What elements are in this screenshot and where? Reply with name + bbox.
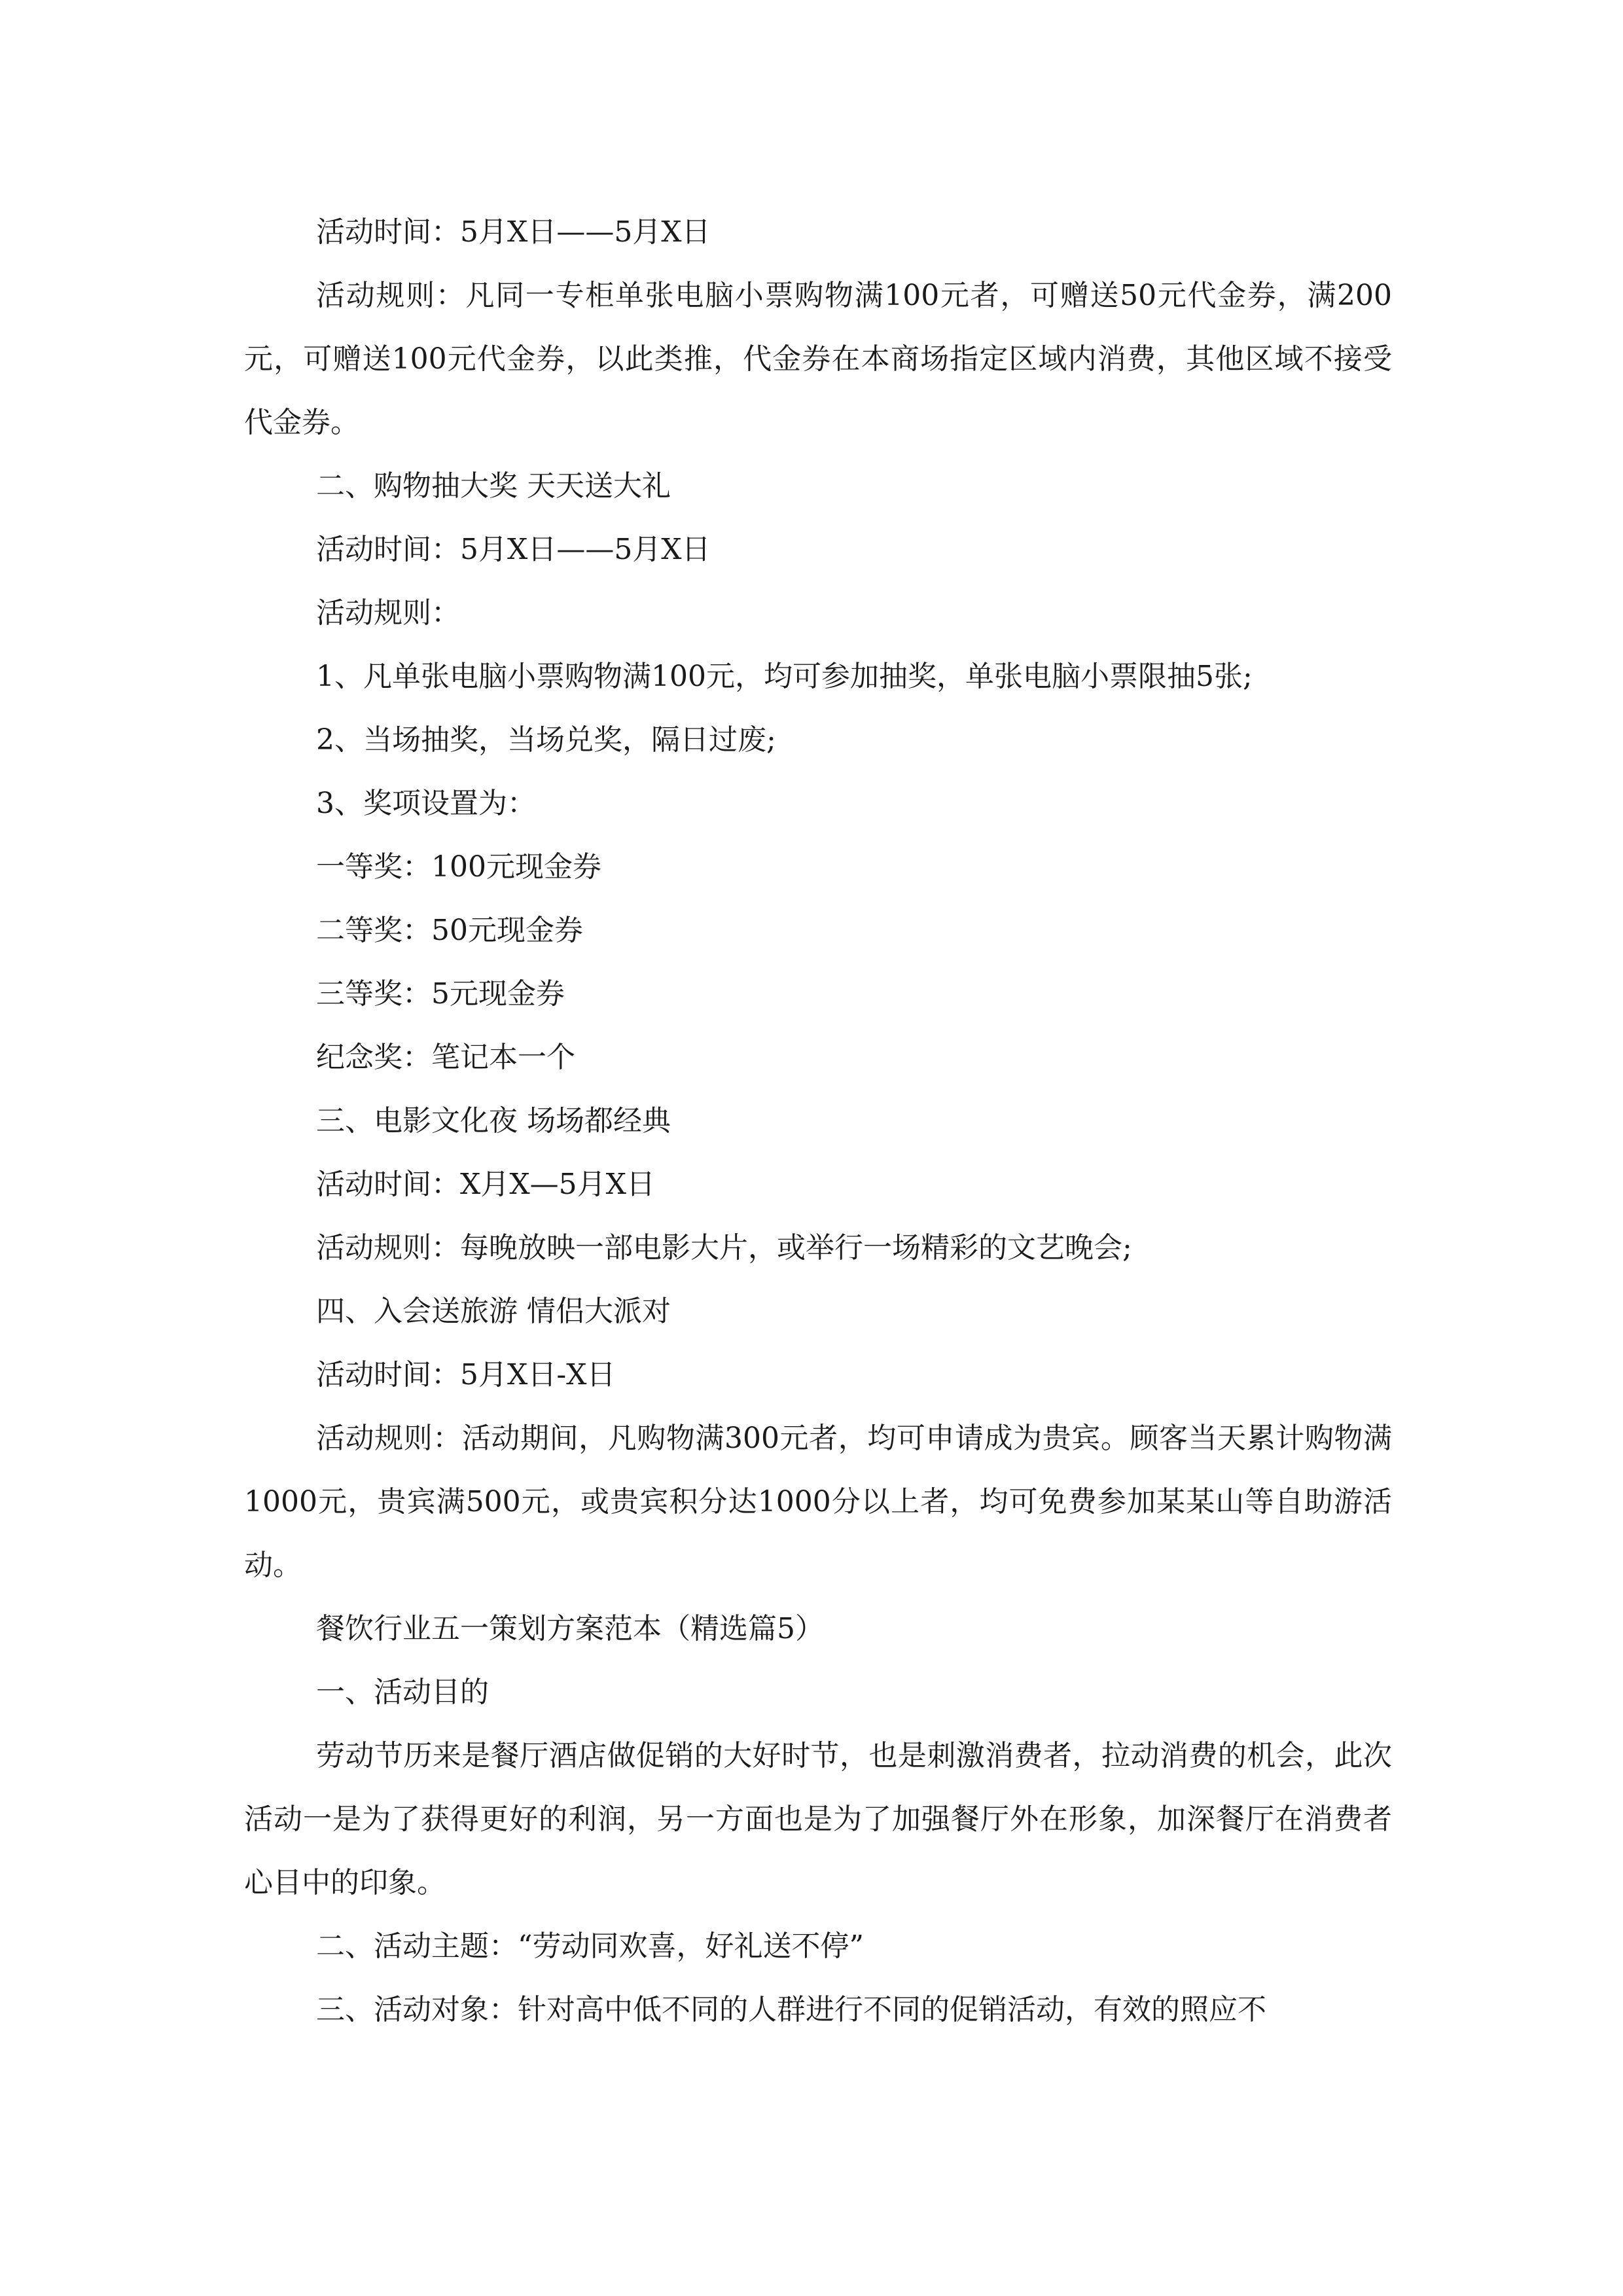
prize-third: 三等奖：5元现金券: [316, 977, 565, 1011]
prize-first: 一等奖：100元现金券: [316, 850, 601, 884]
section-heading-2: 二、购物抽大奖 天天送大礼: [316, 469, 671, 503]
rule-item-1: 1、凡单张电脑小票购物满100元，均可参加抽奖，单张电脑小票限抽5张;: [316, 660, 1253, 693]
rule-item-2: 2、当场抽奖，当场兑奖，隔日过废;: [316, 723, 776, 757]
paragraph-activity-time-3: 活动时间：X月X—5月X日: [316, 1168, 655, 1201]
section-heading-4: 四、入会送旅游 情侣大派对: [316, 1295, 671, 1328]
prize-second: 二等奖：50元现金券: [316, 914, 583, 947]
paragraph-purpose: 劳动节历来是餐厅酒店做促销的大好时节，也是刺激消费者，拉动消费的机会，此次活动一是为了获得更好的利润，另一方面也是为了加强餐厅外在形象，加深餐厅在消费者心目中的印象。: [244, 1739, 1392, 1899]
paragraph-activity-time-2: 活动时间：5月X日——5月X日: [316, 533, 711, 566]
rule-item-3: 3、奖项设置为：: [316, 787, 536, 820]
paragraph-activity-rules-4: 活动规则：活动期间，凡购物满300元者，均可申请成为贵宾。顾客当天累计购物满1000元，贵宾满500元，或贵宾积分达1000分以上者，均可免费参加某某山等自助游活动。: [244, 1422, 1392, 1582]
paragraph-activity-rules-1: 活动规则：凡同一专柜单张电脑小票购物满100元者，可赠送50元代金券，满200元，可赠送100元代金券，以此类推，代金券在本商场指定区域内消费，其他区域不接受代金券。: [244, 279, 1392, 439]
document-body: [244, 200, 1392, 2041]
paragraph-activity-time-1: 活动时间：5月X日——5月X日: [316, 215, 711, 249]
paragraph-activity-rules-3: 活动规则：每晚放映一部电影大片，或举行一场精彩的文艺晚会;: [316, 1231, 1132, 1265]
prize-souvenir: 纪念奖：笔记本一个: [316, 1041, 575, 1074]
section-heading-audience: 三、活动对象：针对高中低不同的人群进行不同的促销活动，有效的照应不: [316, 1993, 1266, 2026]
article-title: 餐饮行业五一策划方案范本（精选篇5）: [316, 1612, 824, 1645]
section-heading-theme: 二、活动主题：“劳动同欢喜，好礼送不停”: [316, 1929, 864, 1963]
paragraph-activity-rules-label: 活动规则：: [316, 596, 460, 630]
section-heading-purpose: 一、活动目的: [316, 1676, 489, 1709]
paragraph-activity-time-4: 活动时间：5月X日-X日: [316, 1358, 616, 1391]
section-heading-3: 三、电影文化夜 场场都经典: [316, 1104, 671, 1138]
